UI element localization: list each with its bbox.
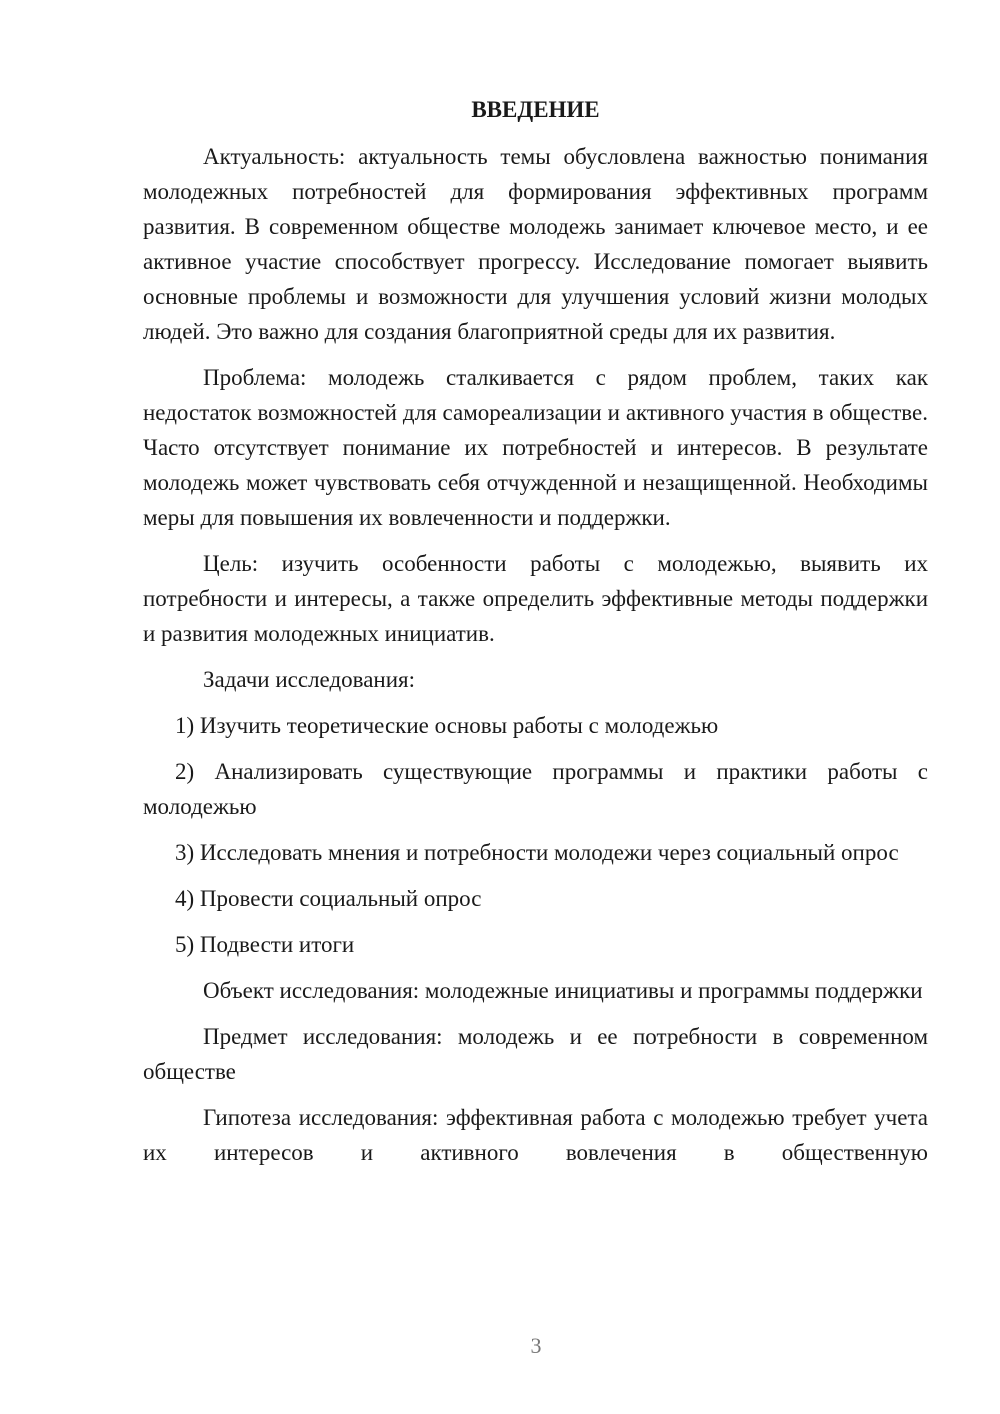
section-heading: ВВЕДЕНИЕ: [471, 97, 600, 122]
task-item-3: 3) Исследовать мнения и потребности молодежи через социальный опрос: [175, 840, 899, 865]
task-item-4: 4) Провести социальный опрос: [175, 886, 482, 911]
paragraph-relevance: Актуальность: актуальность темы обусловлена важностью понимания молодежных потребностей для формирования эффективных программ развития. В современном обществе молодежь занимает ключевое место, и ее активное участие способствует прогрессу. Исследование помогает выявить основные проблемы и возможности для улучшения условий жизни молодых людей. Это важно для создания благоприятной среды для их развития.: [143, 144, 928, 344]
paragraph-object: Объект исследования: молодежные инициативы и программы поддержки: [203, 978, 923, 1003]
task-item-1: 1) Изучить теоретические основы работы с молодежью: [175, 713, 719, 738]
task-item-5: 5) Подвести итоги: [175, 932, 355, 957]
task-item-2: 2) Анализировать существующие программы и практики работы с молодежью: [143, 759, 928, 819]
paragraph-hypothesis: Гипотеза исследования: эффективная работа с молодежью требует учета их интересов и активного вовлечения в общественную: [143, 1105, 928, 1165]
tasks-title: Задачи исследования:: [203, 667, 416, 692]
page-number: 3: [530, 1333, 542, 1358]
page-content: [143, 95, 928, 1170]
paragraph-subject: Предмет исследования: молодежь и ее потребности в современном обществе: [143, 1024, 928, 1084]
paragraph-goal: Цель: изучить особенности работы с молодежью, выявить их потребности и интересы, а также определить эффективные методы поддержки и развития молодежных инициатив.: [143, 551, 928, 646]
paragraph-problem: Проблема: молодежь сталкивается с рядом проблем, таких как недостаток возможностей для самореализации и активного участия в обществе. Часто отсутствует понимание их потребностей и интересов. В результате молодежь может чувствовать себя отчужденной и незащищенной. Необходимы меры для повышения их вовлеченности и поддержки.: [143, 365, 928, 530]
